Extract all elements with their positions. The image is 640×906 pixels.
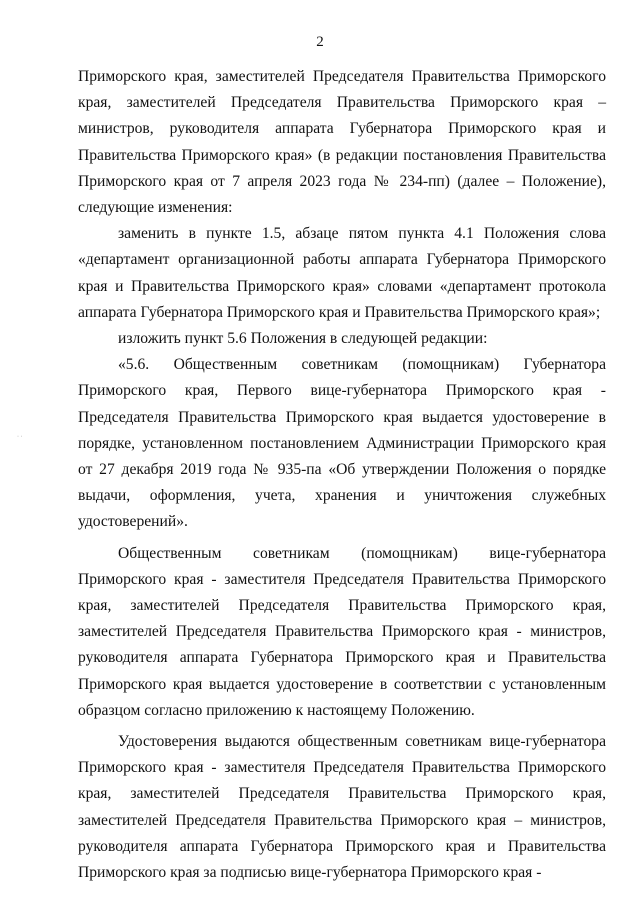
document-body <box>78 64 606 886</box>
page-number: 2 <box>316 34 324 50</box>
paragraph-certificates-issued: Удостоверения выдаются общественным советникам вице-губернатора Приморского края - заместителя Председателя Правительства Приморского края, заместителей Председателя Правительства Приморского края, заместителей Председателя Правительства Приморского края – министров, руководителя аппарата Губернатора Приморского края и Правительства Приморского края за подписью вице-губернатора Приморского края - <box>78 733 606 882</box>
paragraph-clause-5-6: «5.6. Общественным советникам (помощникам) Губернатора Приморского края, Первого вице-губернатора Приморского края - Председателя Правительства Приморского края выдается удостоверение в порядке, установленном постановлением Администрации Приморского края от 27 декабря 2019 года № 935-па «Об утверждении Положения о порядке выдачи, оформления, учета, хранения и уничтожения служебных удостоверений». <box>78 356 606 531</box>
margin-mark: · · <box>17 434 23 440</box>
paragraph-restate-intro: изложить пункт 5.6 Положения в следующей редакции: <box>118 330 488 348</box>
paragraph-advisors-certificate: Общественным советникам (помощникам) вице-губернатора Приморского края - заместителя Председателя Правительства Приморского края, заместителей Председателя Правительства Приморского края, заместителей Председателя Правительства Приморского края - министров, руководителя аппарата Губернатора Приморского края и Правительства Приморского края выдается удостоверение в соответствии с установленным образцом согласно приложению к настоящему Положению. <box>78 544 606 719</box>
paragraph-continuation: Приморского края, заместителей Председателя Правительства Приморского края, заместителей Председателя Правительства Приморского края – министров, руководителя аппарата Губернатора Приморского края и Правительства Приморского края» (в редакции постановления Правительства Приморского края от 7 апреля 2023 года № 234-пп) (далее – Положение), следующие изменения: <box>78 68 606 217</box>
paragraph-replace-words: заменить в пункте 1.5, абзаце пятом пункта 4.1 Положения слова «департамент организационной работы аппарата Губернатора Приморского края и Правительства Приморского края» словами «департамент протокола аппарата Губернатора Приморского края и Правительства Приморского края»; <box>78 225 606 321</box>
